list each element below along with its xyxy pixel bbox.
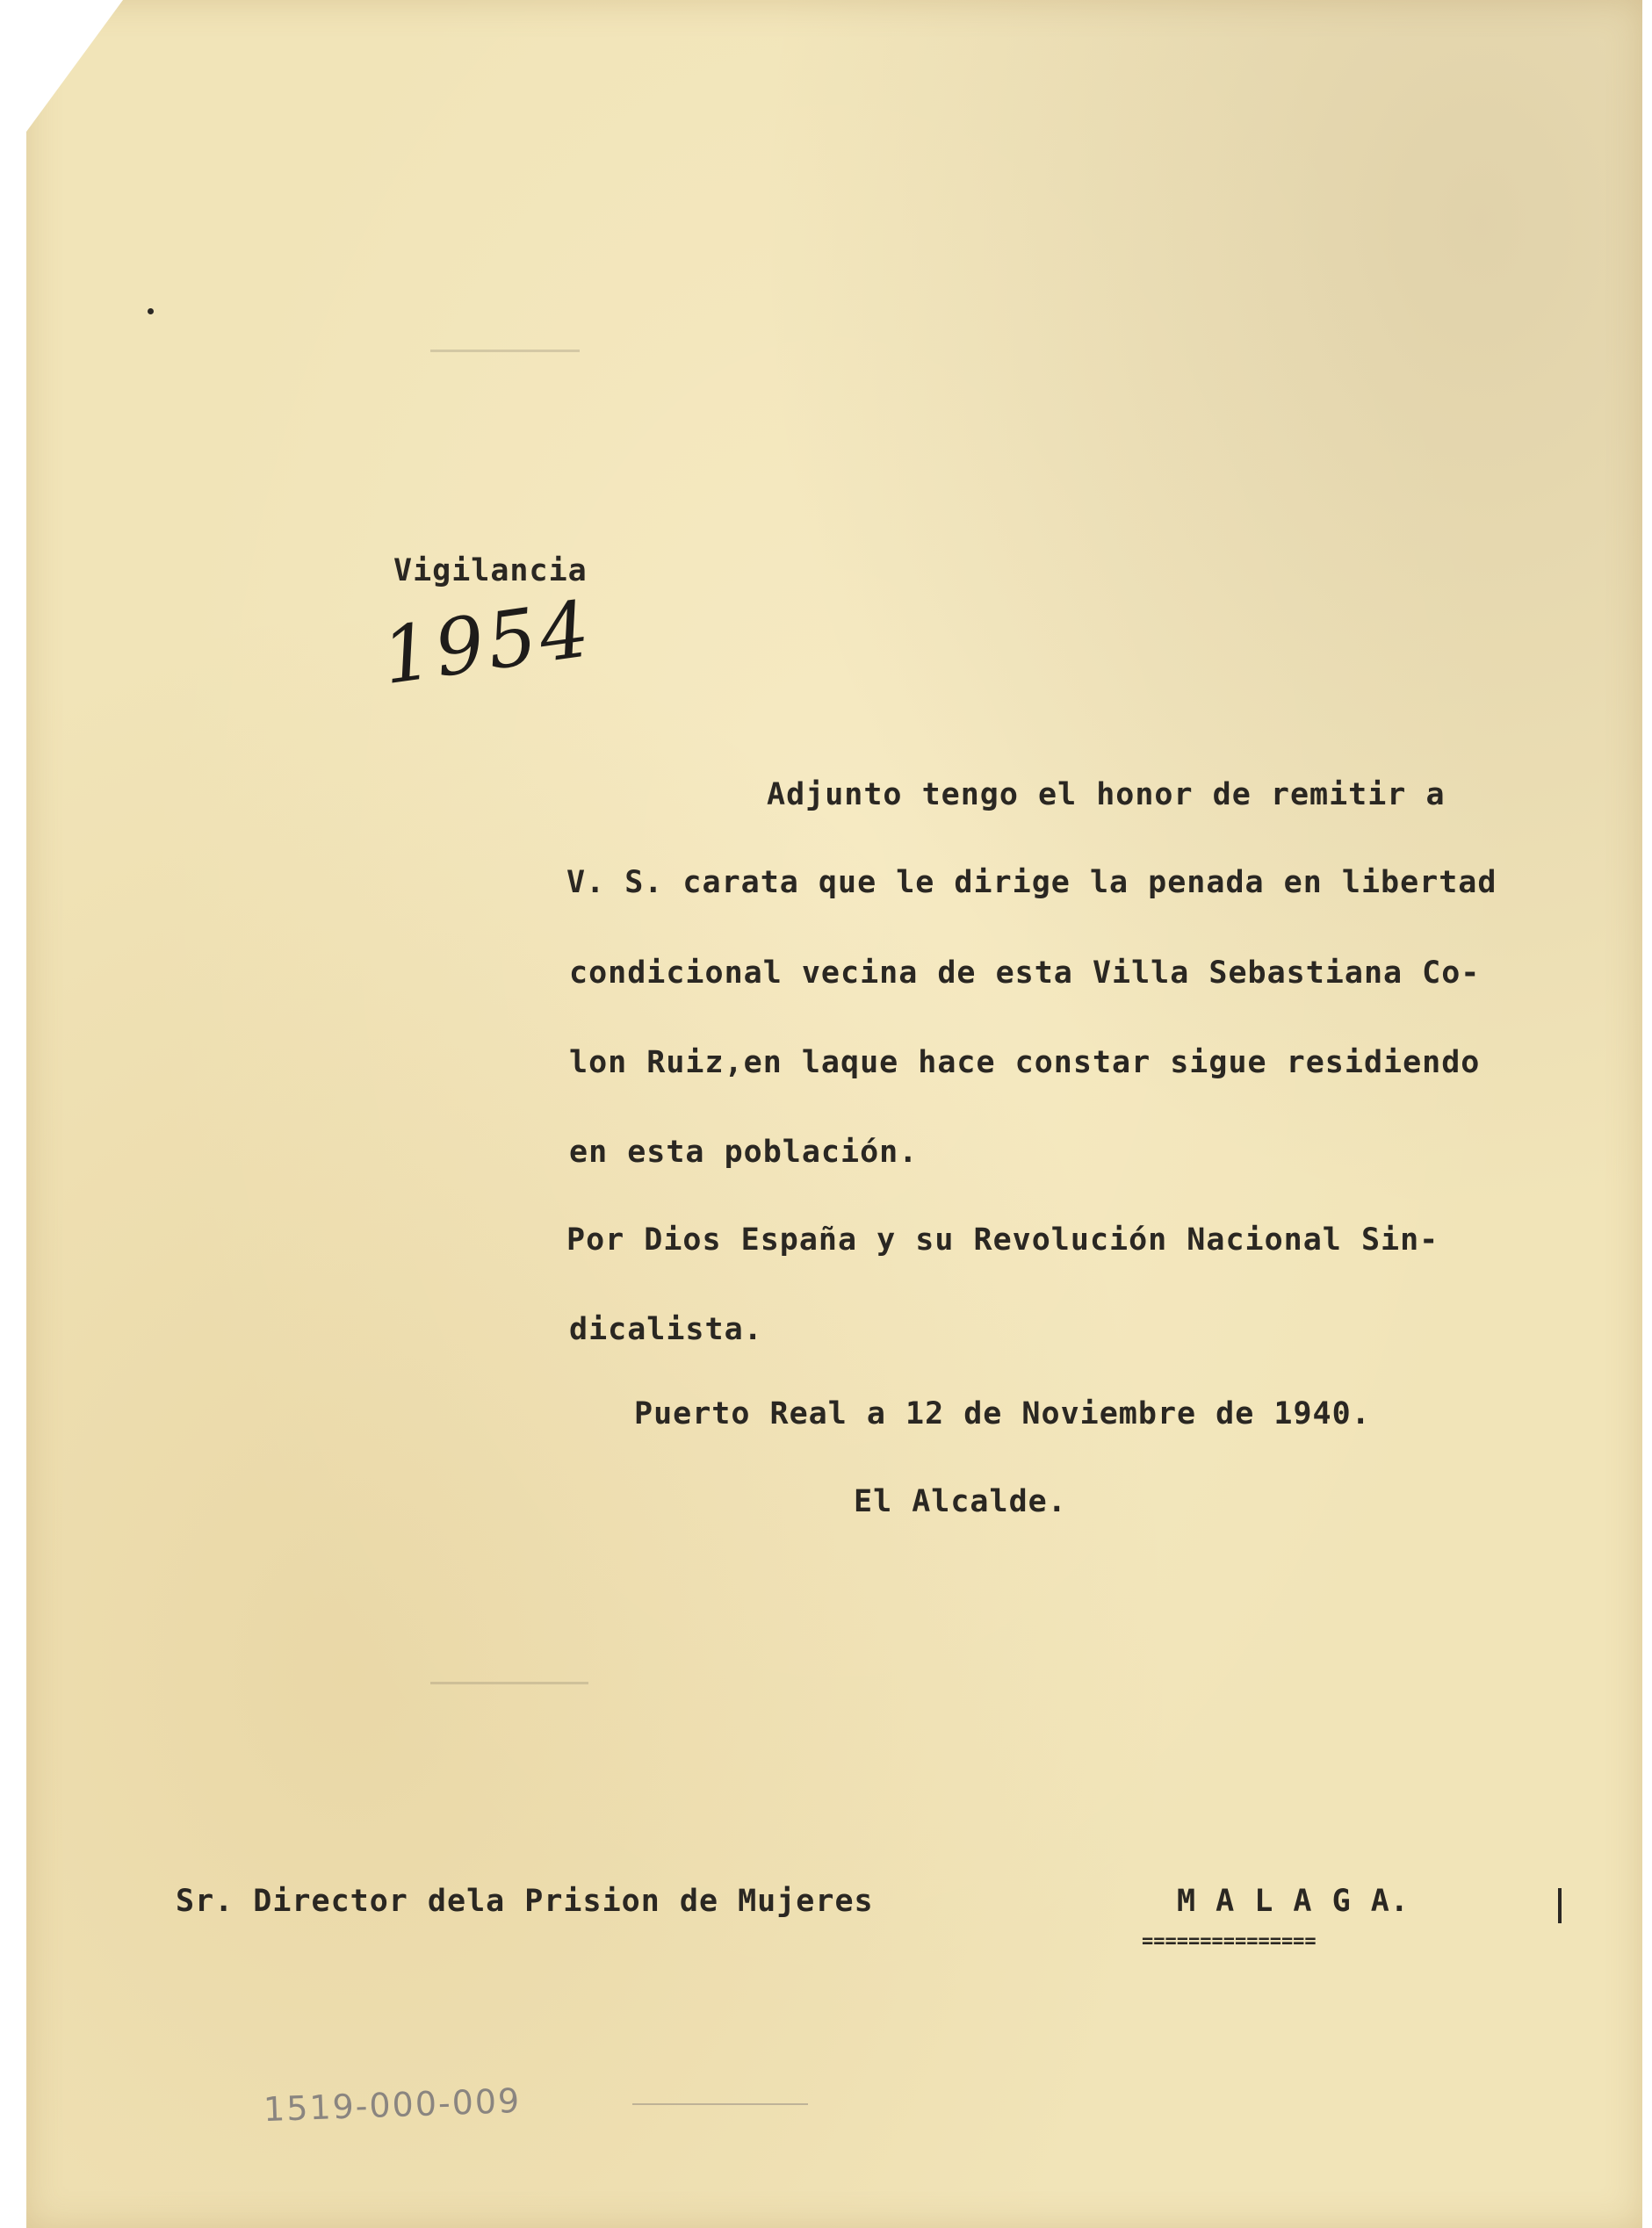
pencil-line bbox=[632, 2103, 808, 2105]
stray-pen-mark bbox=[1558, 1888, 1562, 1923]
body-line: Adjunto tengo el honor de remitir a bbox=[767, 777, 1446, 812]
destination-city: M A L A G A. bbox=[1177, 1884, 1410, 1919]
handwritten-number: 1954 bbox=[377, 582, 598, 703]
body-line: en esta población. bbox=[569, 1135, 919, 1170]
stray-ink-dot bbox=[148, 308, 154, 314]
ghost-mark bbox=[430, 350, 580, 352]
city-underline: =============== bbox=[1142, 1930, 1317, 1952]
body-line: V. S. carata que le dirige la penada en libertad bbox=[566, 865, 1497, 900]
body-line: condicional vecina de esta Villa Sebastiana Co- bbox=[569, 955, 1481, 991]
signature-line: El Alcalde. bbox=[854, 1484, 1067, 1519]
archive-number: 1519-000-009 bbox=[263, 2080, 522, 2130]
body-line: Por Dios España y su Revolución Nacional Sin- bbox=[566, 1222, 1439, 1258]
date-line: Puerto Real a 12 de Noviembre de 1940. bbox=[634, 1396, 1371, 1431]
torn-corner bbox=[26, 0, 123, 132]
ghost-mark bbox=[430, 1682, 588, 1684]
addressee: Sr. Director dela Prision de Mujeres bbox=[176, 1884, 874, 1919]
body-line: lon Ruiz,en laque hace constar sigue residiendo bbox=[569, 1045, 1481, 1080]
heading-label: Vigilancia bbox=[393, 553, 588, 588]
body-line: dicalista. bbox=[569, 1312, 763, 1347]
